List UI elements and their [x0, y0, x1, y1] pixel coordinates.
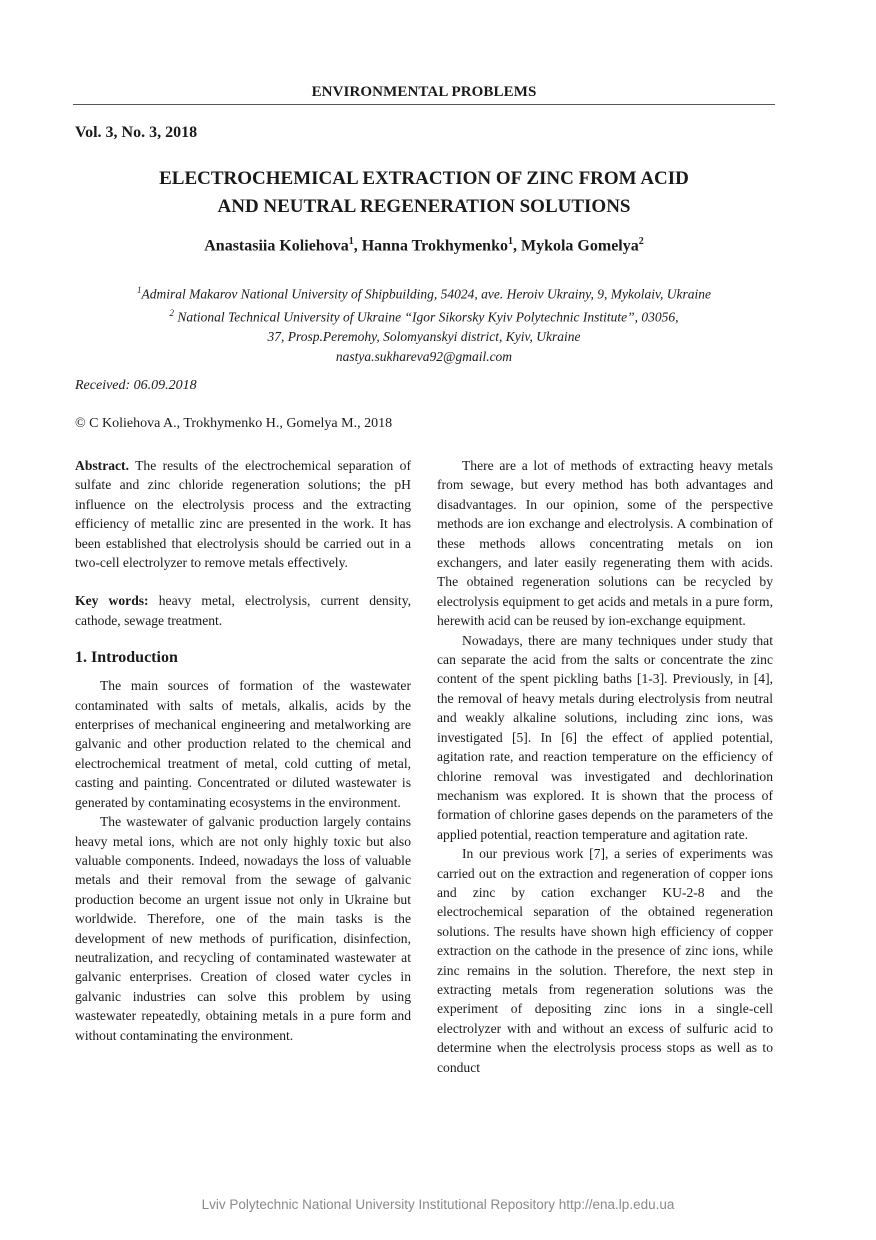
keywords-label: Key words: [75, 593, 149, 609]
affiliations [73, 281, 775, 366]
copyright-notice: © C Koliehova A., Trokhymenko H., Gomelya M., 2018 [75, 416, 393, 431]
contact-email[interactable]: nastya.sukhareva92@gmail.com [335, 348, 513, 364]
affiliation-text: Admiral Makarov National University of Shipbuilding, 54024, ave. Heroiv Ukrainy, 9, Mykolaiv, Ukraine [141, 286, 711, 302]
abstract-text: The results of the electrochemical separation of sulfate and zinc chloride regeneration solutions; the pH influence on the electrolysis process and the extracting efficiency of metallic zinc are presented in the work. It has been established that electrolysis should be carried out in a two-cell electrolyzer to remove metals effectively. [75, 458, 411, 571]
author-name: Anastasiia Koliehova [204, 237, 349, 255]
author-name: Hanna Trokhymenko [361, 237, 508, 255]
author-affiliation-mark: 2 [638, 236, 644, 247]
intro-paragraph: The wastewater of galvanic production largely contains heavy metal ions, which are not only highly toxic but also valuable components. Indeed, nowadays the loss of valuable metals and their removal from the sewage of galvanic production become an urgent issue not only in Ukraine but worldwide. Therefore, one of the main tasks is the development of new methods of purification, disinfection, neutralization, and recycling of contaminated wastewater at galvanic enterprises. Creation of closed water cycles in galvanic industries can solve this problem by using wastewater repeatedly, obtaining metals in a pure form and without contaminating the environment. [75, 814, 411, 1043]
author-affiliation-mark: 1 [507, 236, 513, 247]
author-name: Mykola Gomelya [520, 237, 639, 255]
intro-paragraph: There are a lot of methods of extracting heavy metals from sewage, but every method has both advantages and disadvantages. In our opinion, some of the perspective methods are ion exchange and electrolysis. A combination of these methods allows concentrating metals on ion exchangers, and later easily regenerating them with acids. The obtained regeneration solutions can be recycled by electrolysis equipment to get acids and metals in a pure form, herewith acid can be reused by ion-exchange equipment. [437, 458, 773, 629]
affiliation-text: National Technical University of Ukraine “Igor Sikorsky Kyiv Polytechnic Institute”, 03056, [173, 309, 679, 325]
section-heading-introduction: 1. Introduction [75, 649, 178, 667]
author-affiliation-mark: 1 [348, 236, 354, 247]
affiliation-mark: 1 [137, 285, 142, 295]
affiliation-2-address: 37, Prosp.Peremohy, Solomyanskyi district, Kyiv, Ukraine [267, 329, 581, 344]
intro-paragraph: The main sources of formation of the wastewater contaminated with salts of metals, alkalis, acids by the enterprises of mechanical engineering and metalworking are galvanic and other production related to the chemical and electrochemical treatment of metal, cold cutting of metal, casting and painting. Concentrated or diluted wastewater is generated by contaminating ecosystems in the environment. [75, 678, 411, 810]
left-column [75, 456, 411, 1045]
keywords-text: heavy metal, electrolysis, current density, cathode, sewage treatment. [75, 593, 412, 628]
affiliation-mark: 2 [169, 308, 174, 318]
received-date: Received: 06.09.2018 [75, 378, 197, 393]
article-title [73, 165, 775, 221]
author-separator: , [512, 237, 521, 255]
affiliation-1 [73, 281, 775, 304]
affiliation-2 [73, 304, 775, 327]
keywords [75, 591, 411, 630]
journal-header: ENVIRONMENTAL PROBLEMS [73, 84, 775, 105]
right-column [437, 456, 773, 1077]
volume-info: Vol. 3, No. 3, 2018 [75, 124, 198, 141]
intro-paragraph: Nowadays, there are many techniques under study that can separate the acid from the salts or concentrate the zinc content of the spent pickling baths [1-3]. Previously, in [4], the removal of heavy metals during electrolysis from neutral and weakly alkaline solutions, including zinc ions, was investigated [5]. In [6] the effect of applied potential, agitation rate, and reaction temperature on the efficiency of chlorine removal was investigated and dechlorination mechanism was explored. It is shown that the process of formation of chlorine gases depends on the parameters of the applied potential, reaction temperature and agitation rate. [437, 632, 773, 842]
author-list [73, 236, 775, 255]
abstract [75, 456, 411, 572]
author-separator: , [353, 237, 362, 255]
intro-paragraph: In our previous work [7], a series of experiments was carried out on the extraction and regeneration of copper ions and zinc by cation exchanger KU-2-8 and the electrochemical separation of the obtained regeneration solutions. The results have shown high efficiency of copper extraction on the cathode in the presence of zinc ions, while zinc remains in the solution. Therefore, the next step in extracting metals from regeneration solutions was the experiment of depositing zinc ions in a single-cell electrolyzer with and without an excess of sulfuric acid to determine when the electrolysis process stops as well as to conduct [437, 846, 773, 1075]
repository-footer: Lviv Polytechnic National University Institutional Repository http://ena.lp.edu.ua [201, 1197, 675, 1212]
title-line-1: ELECTROCHEMICAL EXTRACTION OF ZINC FROM ACID [159, 168, 689, 189]
abstract-label: Abstract. [75, 458, 129, 473]
title-line-2: AND NEUTRAL REGENERATION SOLUTIONS [217, 196, 631, 217]
